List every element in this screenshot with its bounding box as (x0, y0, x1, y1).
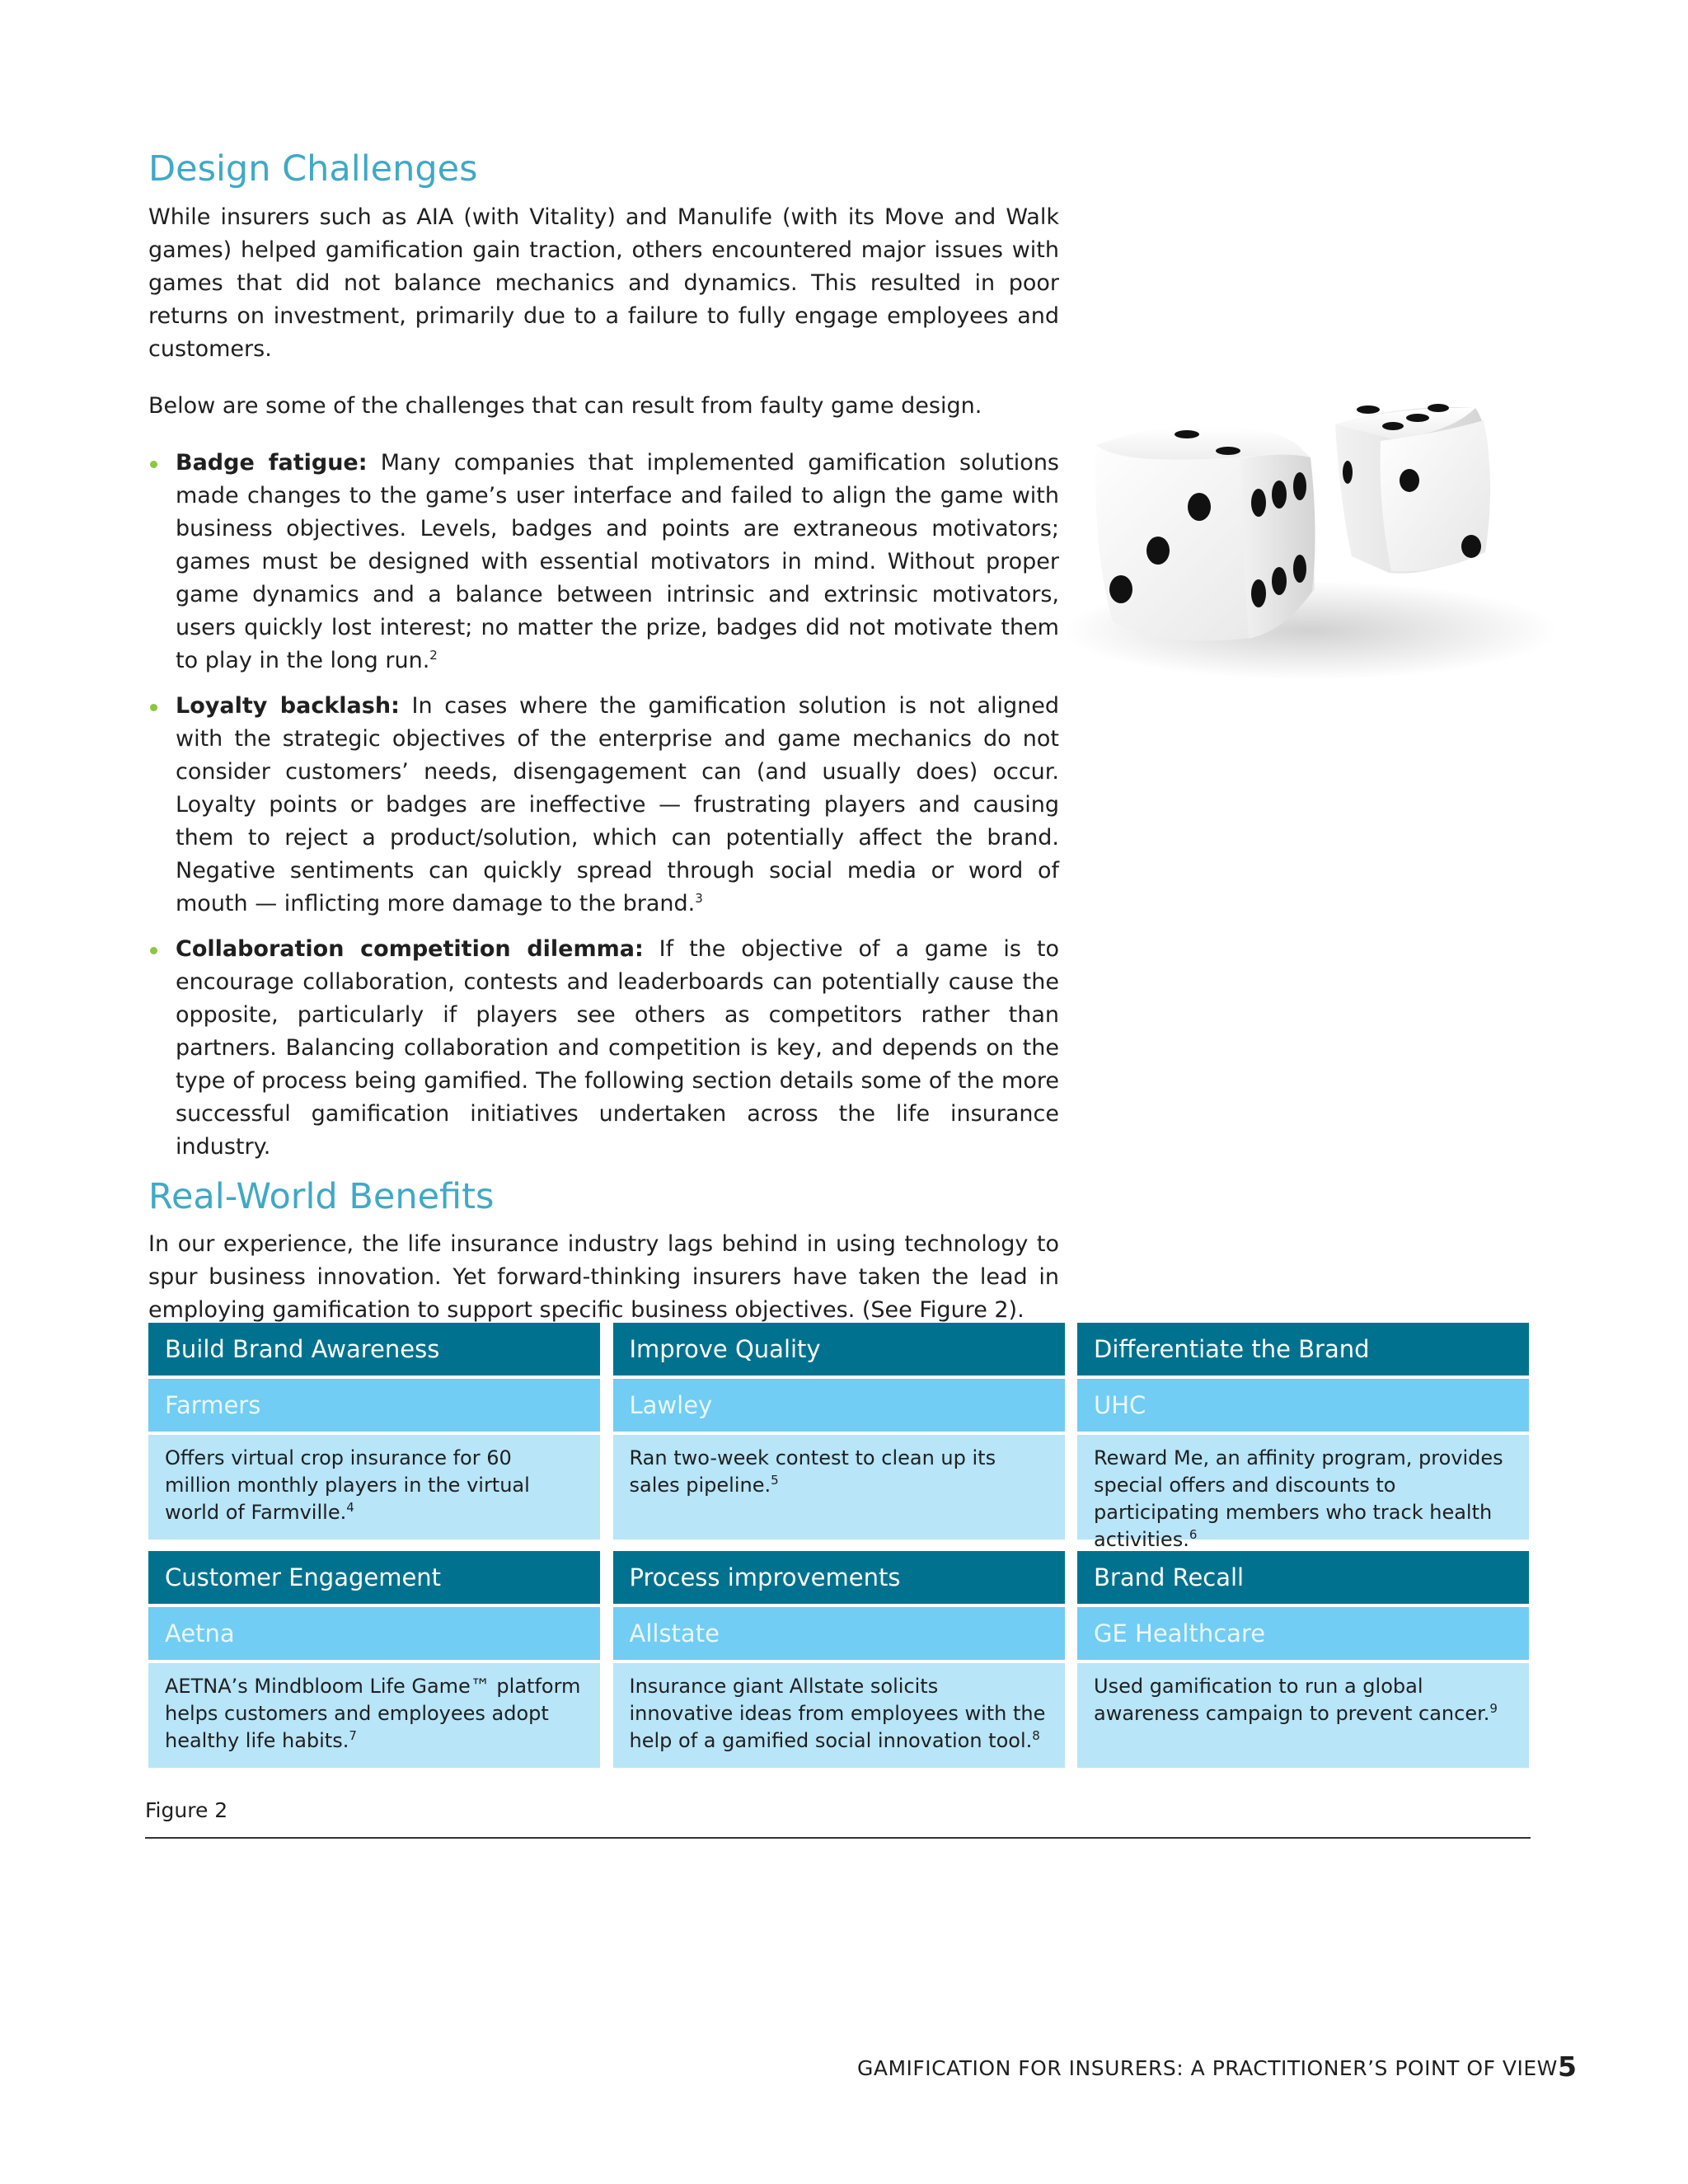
footnote-ref: 9 (1489, 1701, 1498, 1716)
card-objective: Improve Quality (613, 1323, 1065, 1376)
card-description-text: Reward Me, an affinity program, provides special offers and discounts to participating members who track health activities. (1094, 1446, 1503, 1551)
challenge-term: Badge fatigue: (176, 449, 368, 476)
card-description-text: Used gamification to run a global awareness campaign to prevent cancer. (1094, 1675, 1490, 1725)
design-lead-paragraph: Below are some of the challenges that can result from faulty game design. (148, 392, 982, 419)
challenge-item-badge-fatigue (148, 447, 1059, 677)
card-description (148, 1663, 600, 1768)
card-organization: Allstate (613, 1607, 1065, 1660)
challenge-text: If the objective of a game is to encourage collaboration, contests and leaderboards can potentially cause the opposite, particularly if players see others as competitors rather than partners. Balancing collaboration and competition is key, and depends on the type of process being gamified. The following section details some of the more successful gamification initiatives undertaken across the life insurance industry. (176, 935, 1059, 1160)
card-description-text: Offers virtual crop insurance for 60 million monthly players in the virtual world of Farmville. (165, 1446, 530, 1524)
bullet-dot-icon (150, 947, 157, 954)
card-objective: Process improvements (613, 1551, 1065, 1604)
footnote-ref: 4 (346, 1500, 354, 1515)
design-challenges-heading: Design Challenges (148, 148, 478, 190)
card-organization: UHC (1077, 1379, 1529, 1432)
card-description-text: AETNA’s Mindbloom Life Game™ platform helps customers and employees adopt healthy life habits. (165, 1675, 581, 1752)
card-description (1077, 1663, 1529, 1768)
card-description (613, 1663, 1065, 1768)
benefit-card-build-brand-awareness (148, 1323, 600, 1540)
card-objective: Differentiate the Brand (1077, 1323, 1529, 1376)
grid-row (148, 1323, 1529, 1551)
card-organization: GE Healthcare (1077, 1607, 1529, 1660)
footnote-ref: 7 (349, 1728, 357, 1743)
challenge-item-loyalty-backlash (148, 690, 1059, 921)
benefit-card-brand-recall (1077, 1551, 1529, 1768)
challenge-term: Loyalty backlash: (176, 692, 400, 719)
design-intro-paragraph: While insurers such as AIA (with Vitality) and Manulife (with its Move and Walk games) helped gamification gain traction, others encountered major issues with games that did not balance mechanics and dynamics. This resulted in poor returns on investment, primarily due to a failure to fully engage employees and customers. (148, 204, 1059, 362)
card-organization: Aetna (148, 1607, 600, 1660)
card-description-text: Ran two-week contest to clean up its sales pipeline. (629, 1446, 996, 1497)
footnote-ref: 3 (695, 890, 703, 906)
bullet-dot-icon (150, 704, 157, 711)
real-world-benefits-heading: Real-World Benefits (148, 1175, 495, 1217)
grid-row (148, 1551, 1529, 1768)
benefit-card-customer-engagement (148, 1551, 600, 1768)
footnote-ref: 6 (1189, 1527, 1198, 1542)
card-organization: Farmers (148, 1379, 600, 1432)
challenge-text: In cases where the gamification solution is not aligned with the strategic objectives of the enterprise and game mechanics do not consider customers’ needs, disengagement can (and usually does) occur. Loyalty points or badges are ineffective — frustrating players and causing them to reject a product/solution, which can potentially affect the brand. Negative sentiments can quickly spread through social media or word of mouth — inflicting more damage to the brand. (176, 692, 1059, 916)
benefits-intro-paragraph: In our experience, the life insurance industry lags behind in using technology to spur business innovation. Yet forward-thinking insurers have taken the lead in employing gamification to support specific business objectives. (See Figure 2). (148, 1231, 1059, 1324)
figure-divider (145, 1837, 1531, 1839)
challenge-item-collaboration-dilemma (148, 933, 1059, 1164)
card-description (148, 1435, 600, 1540)
footnote-ref: 2 (429, 647, 438, 663)
footnote-ref: 5 (771, 1473, 779, 1488)
challenge-term: Collaboration competition dilemma: (176, 935, 644, 962)
challenge-text: Many companies that implemented gamification solutions made changes to the game’s user interface and failed to align the game with business objectives. Levels, badges and points are extraneous motivators; games must be designed with essential motivators in mind. Without proper game dynamics and a balance between intrinsic and extrinsic motivators, users quickly lost interest; no matter the prize, badges did not motivate them to play in the long run. (176, 449, 1059, 673)
benefit-card-improve-quality (613, 1323, 1065, 1540)
footnote-ref: 8 (1032, 1728, 1040, 1743)
card-objective: Brand Recall (1077, 1551, 1529, 1604)
card-objective: Build Brand Awareness (148, 1323, 600, 1376)
page-number: 5 (1558, 2050, 1577, 2083)
dice-icon (1063, 383, 1574, 696)
card-description (613, 1435, 1065, 1540)
figure-2-grid (148, 1323, 1529, 1779)
benefit-card-differentiate-the-brand (1077, 1323, 1529, 1551)
benefit-card-process-improvements (613, 1551, 1065, 1768)
figure-caption: Figure 2 (145, 1798, 228, 1822)
card-objective: Customer Engagement (148, 1551, 600, 1604)
card-description (1077, 1435, 1529, 1551)
card-description-text: Insurance giant Allstate solicits innovative ideas from employees with the help of a gamified social innovation tool. (629, 1675, 1046, 1752)
challenge-list (148, 447, 1059, 1164)
bullet-dot-icon (150, 461, 157, 468)
footer-title: GAMIFICATION FOR INSURERS: A PRACTITIONER’S POINT OF VIEW (857, 2056, 1558, 2080)
main-content (148, 148, 1059, 1351)
card-organization: Lawley (613, 1379, 1065, 1432)
